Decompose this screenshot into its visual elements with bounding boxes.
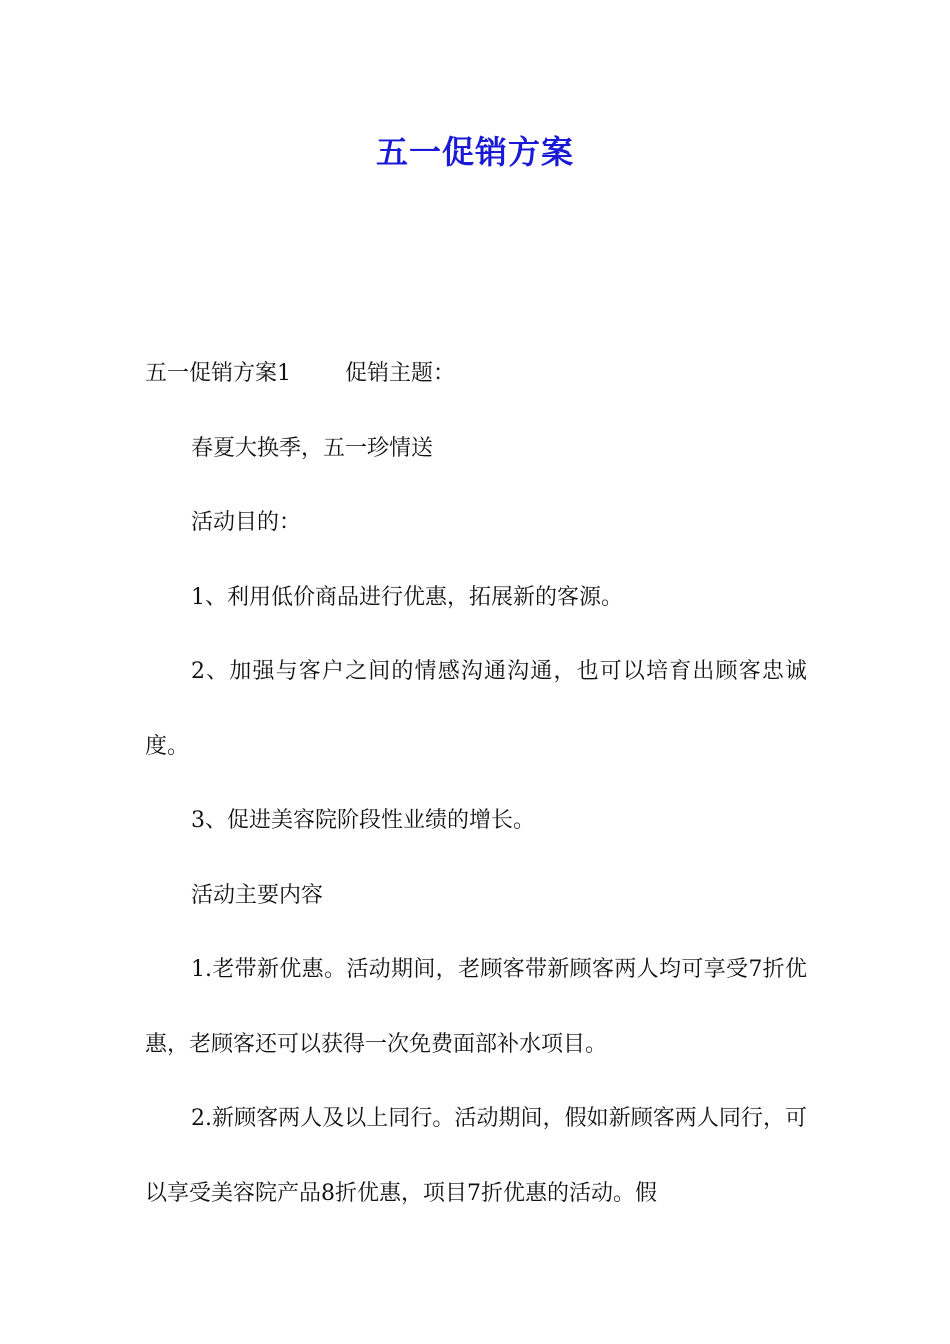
paragraph-goal-2: 2、加强与客户之间的情感沟通沟通，也可以培育出顾客忠诚度。 — [145, 659, 807, 759]
paragraph-content-heading: 活动主要内容 — [191, 882, 324, 908]
section-heading: 五一促销方案1 — [145, 361, 291, 386]
paragraph-content-2: 2.新顾客两人及以上同行。活动期间，假如新顾客两人同行，可以享受美容院产品8折优惠，项目7折优惠的活动。假 — [145, 1106, 807, 1206]
intro-line — [145, 337, 807, 412]
paragraph-goal-3: 3、促进美容院阶段性业绩的增长。 — [191, 808, 535, 833]
document-title: 五一促销方案 — [375, 133, 574, 171]
paragraph-goal-1: 1、利用低价商品进行优惠，拓展新的客源。 — [191, 584, 623, 610]
paragraph-content-1: 1.老带新优惠。活动期间，老顾客带新顾客两人均可享受7折优惠，老顾客还可以获得一次免费面部补水项目。 — [145, 957, 807, 1057]
paragraph-goal-heading: 活动目的： — [191, 510, 302, 535]
document-body — [145, 337, 807, 1231]
theme-label: 促销主题： — [345, 361, 456, 386]
paragraph-theme: 春夏大换季，五一珍情送 — [191, 435, 434, 461]
